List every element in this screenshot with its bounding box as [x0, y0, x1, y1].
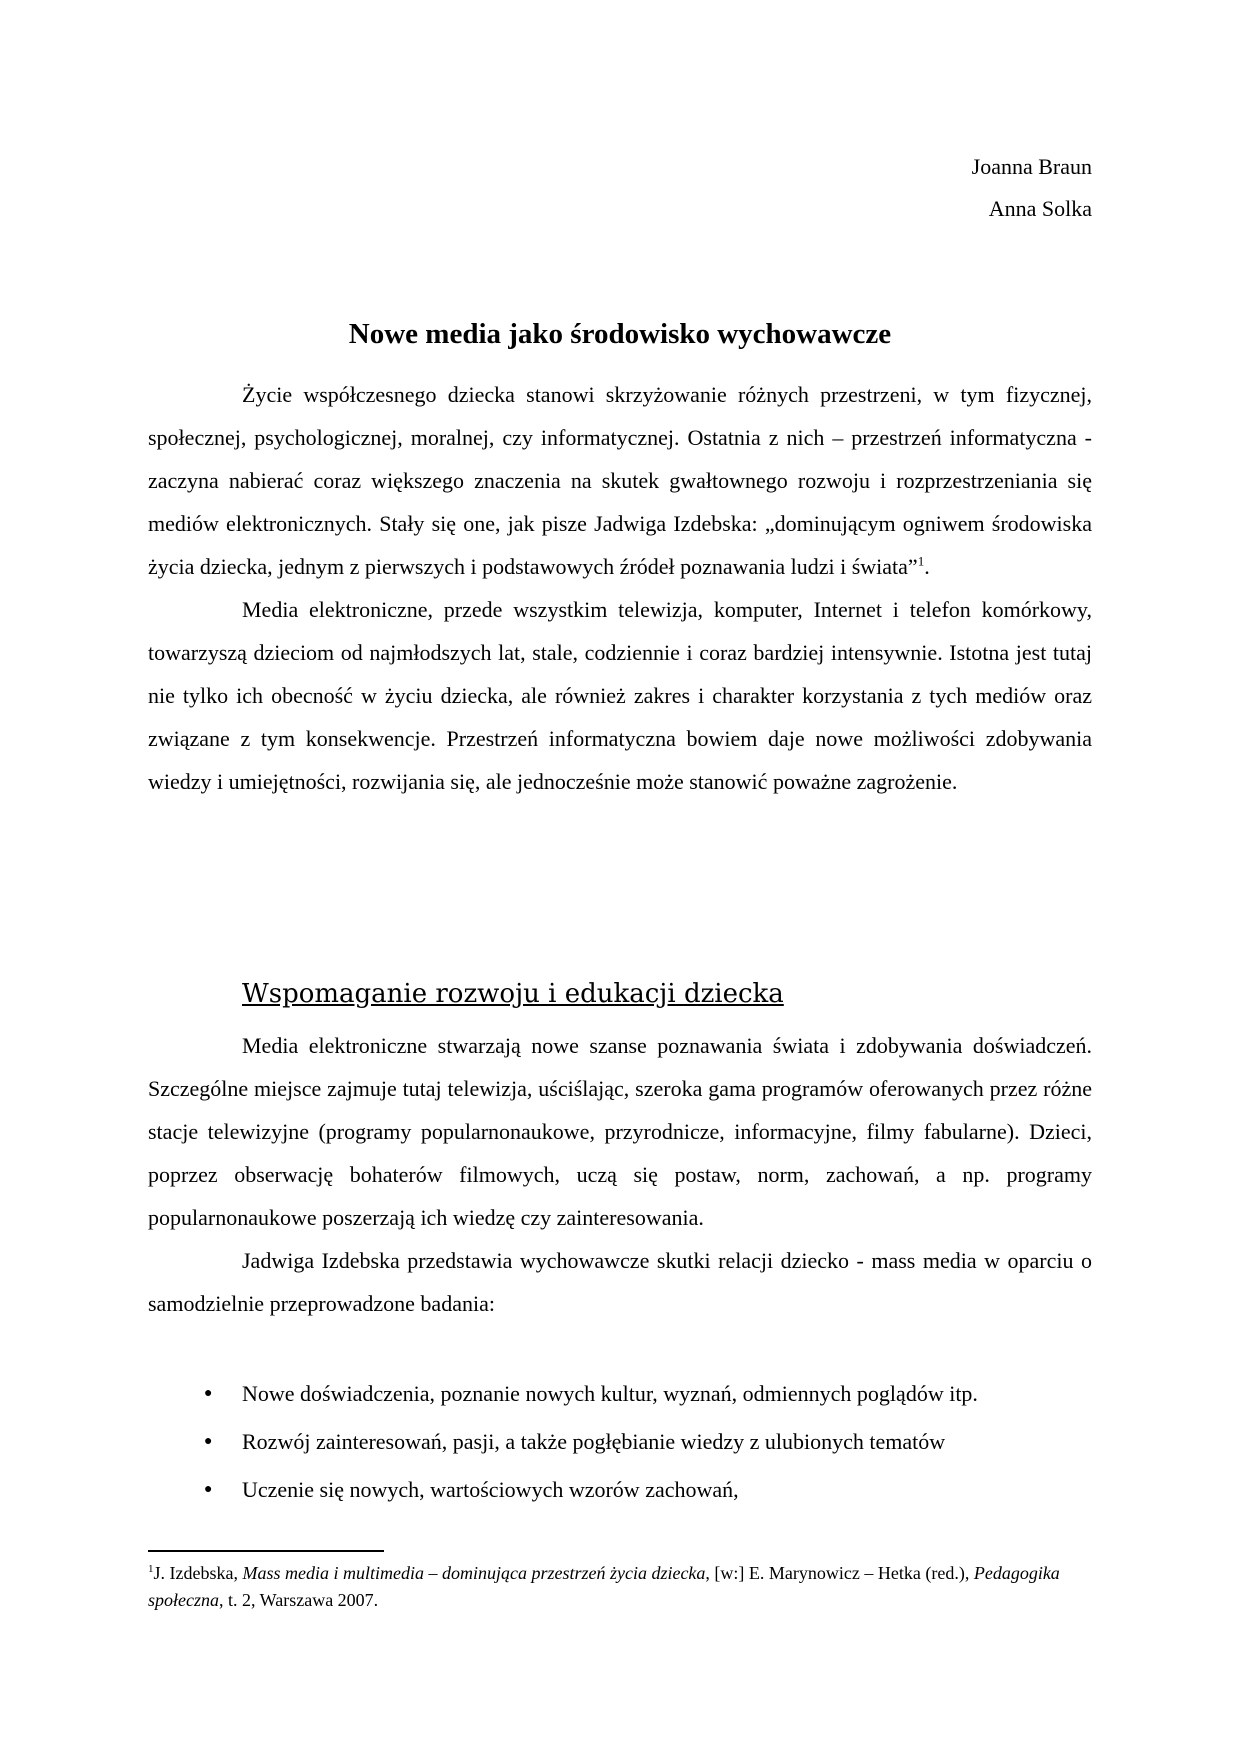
author-name: Anna Solka [988, 196, 1092, 221]
paragraph: Media elektroniczne, przede wszystkim telewizja, komputer, Internet i telefon komórkowy, towarzyszą dzieciom od najmłodszych lat, stale, codziennie i coraz bardziej intensywnie. Istotna jest tutaj nie tylko ich obecność w życiu dziecka, ale również zakres i charakter korzystania z tych mediów oraz związane z tym konsekwencje. Przestrzeń informatyczna bowiem daje nowe możliwości zdobywania wiedzy i umiejętności, rozwijania się, ale jednocześnie może stanowić poważne zagrożenie. [148, 597, 1092, 794]
section-heading: Wspomaganie rozwoju i edukacji dziecka [242, 979, 784, 1009]
footnote-ref[interactable]: 1 [917, 553, 925, 569]
footnote-book-title: Pedagogika społeczna [148, 1563, 1060, 1610]
paragraph: Życie współczesnego dziecka stanowi skrzyżowanie różnych przestrzeni, w tym fizycznej, społecznej, psychologicznej, moralnej, czy informatycznej. Ostatnia z nich – przestrzeń informatyczna - zaczyna nabierać coraz większego znaczenia na skutek gwałtownego rozwoju i rozprzestrzeniania się mediów elektronicznych. Stały się one, jak pisze Jadwiga Izdebska: „dominującym ogniwem środowiska życia dziecka, jednym z pierwszych i podstawowych źródeł poznawania ludzi i świata”$^1$. [148, 382, 1092, 579]
footnote-separator [148, 1550, 384, 1552]
footnote-work-title: Mass media i multimedia – dominująca przestrzeń życia dziecka [242, 1563, 706, 1583]
paragraph: Jadwiga Izdebska przedstawia wychowawcze skutki relacji dziecko - mass media w oparciu o samodzielnie przeprowadzone badania: [148, 1248, 1092, 1316]
bullet-list [148, 1370, 1092, 1514]
author-list [972, 146, 1092, 230]
document-title: Nowe media jako środowisko wychowawcze [348, 318, 892, 350]
list-item: ● Uczenie się nowych, wartościowych wzorów zachowań, [148, 1466, 1092, 1514]
footnote-number: 1 [148, 1563, 154, 1575]
list-item: ● Nowe doświadczenia, poznanie nowych kultur, wyznań, odmiennych poglądów itp. [148, 1370, 1092, 1418]
paragraph: Media elektroniczne stwarzają nowe szanse poznawania świata i zdobywania doświadczeń. Szczególne miejsce zajmuje tutaj telewizja, uściślając, szeroka gama programów oferowanych przez różne stacje telewizyjne (programy popularnonaukowe, przyrodnicze, informacyjne, filmy fabularne). Dzieci, poprzez obserwację bohaterów filmowych, uczą się postaw, norm, zachowań, a np. programy popularnonaukowe poszerzają ich wiedzę czy zainteresowania. [148, 1033, 1092, 1230]
section-body [148, 1024, 1092, 1325]
footnote: $^1$J. Izdebska, Mass media i multimedia – dominująca przestrzeń życia dziecka, [w:] E. Marynowicz – Hetka (red.), Pedagogika społeczna, t. 2, Warszawa 2007. [148, 1563, 1060, 1610]
author-name: Joanna Braun [971, 154, 1092, 179]
intro-section [148, 373, 1092, 803]
list-item: ● Rozwój zainteresowań, pasji, a także pogłębianie wiedzy z ulubionych tematów [148, 1418, 1092, 1466]
